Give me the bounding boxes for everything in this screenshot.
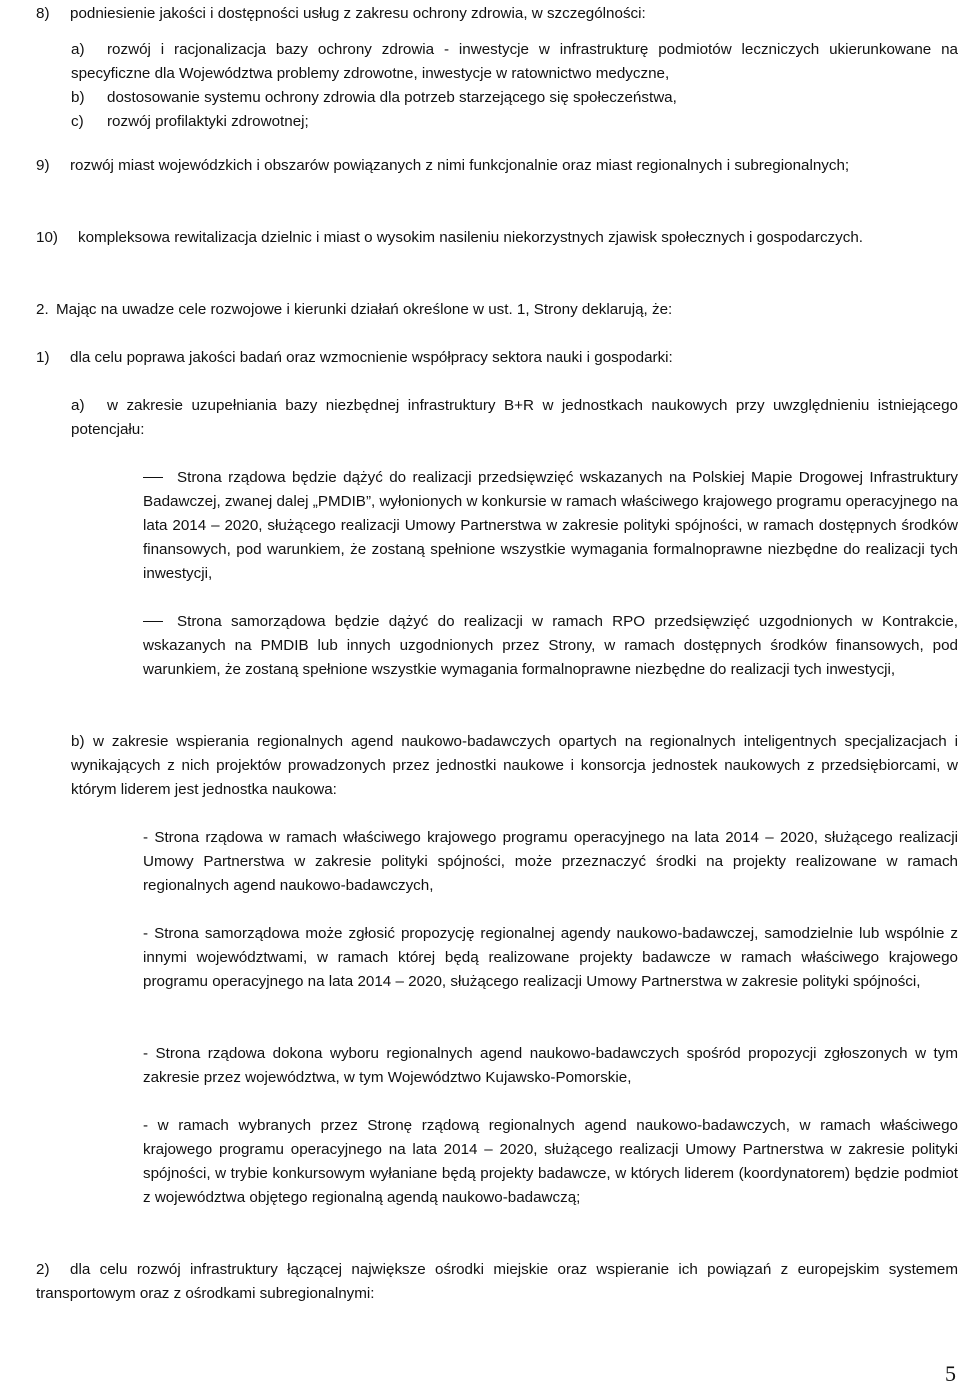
item-1b-text: w zakresie wspierania regionalnych agend naukowo-badawczych opartych na regionalnych inteligentnych specjalizacjach i wynikających z nich projektów prowadzonych przez jednostki naukowe i konsorcja jednostek naukowych z przedsiębiorcami, w którym liderem jest jednostka naukowa: (71, 733, 958, 798)
section-10-text: kompleksowa rewitalizacja dzielnic i miast o wysokim nasileniu niekorzystnych zjawisk społecznych i gospodarczych. (78, 229, 863, 246)
section-8-label: 8) (36, 5, 50, 22)
item-1a-text: w zakresie uzupełniania bazy niezbędnej infrastruktury B+R w jednostkach naukowych przy uwzględnieniu istniejącego potencjału: (71, 397, 958, 438)
point-2-label: 2. (36, 301, 49, 318)
item-2-label: 2) (36, 1261, 50, 1278)
item-1b (71, 730, 958, 802)
item-1a (71, 394, 958, 442)
point-2-text: Mając na uwadze cele rozwojowe i kierunki działań określone w ust. 1, Strony deklarują, że: (56, 301, 673, 318)
section-9-text: rozwój miast wojewódzkich i obszarów powiązanych z nimi funkcjonalnie oraz miast regionalnych i subregionalnych; (70, 157, 850, 174)
section-8-item-c-text: rozwój profilaktyki zdrowotnej; (107, 113, 309, 130)
item-2 (36, 1258, 958, 1306)
item-1b-bullet-4: - w ramach wybranych przez Stronę rządową regionalnych agend naukowo-badawczych, w ramach właściwego krajowego programu operacyjnego na lata 2014 – 2020, służącego realizacji Umowy Partnerstwa w zakresie polityki spójności, w trybie konkursowym wyłaniane będą projekty badawcze, w których liderem (koordynatorem) będzie podmiot z województwa objętego regionalną agendą naukowo-badawczą; (143, 1117, 958, 1206)
section-8-item-a (71, 38, 958, 86)
section-8-text: podniesienie jakości i dostępności usług z zakresu ochrony zdrowia, w szczególności: (70, 5, 646, 22)
item-1a-bullet-2-text: Strona samorządowa będzie dążyć do realizacji w ramach RPO przedsięwzięć uzgodnionych w Kontrakcie, wskazanych na PMDIB lub innych uzgodnionych przez Strony, w ramach dostępnych środków finansowych, pod warunkiem, że zostaną spełnione wszystkie wymagania formalnoprawne niezbędne do realizacji tych inwestycji, (143, 613, 958, 678)
point-2 (36, 298, 672, 322)
section-8-item-b-text: dostosowanie systemu ochrony zdrowia dla potrzeb starzejącego się społeczeństwa, (107, 89, 677, 106)
item-1-text: dla celu poprawa jakości badań oraz wzmocnienie współpracy sektora nauki i gospodarki: (70, 349, 673, 366)
item-1a-label: a) (71, 397, 85, 414)
section-10 (36, 226, 958, 250)
item-1 (36, 346, 673, 370)
item-1b-label: b) (71, 733, 85, 750)
item-2-text: dla celu rozwój infrastruktury łączącej największe ośrodki miejskie oraz wspieranie ich powiązań z europejskim systemem transportowym oraz z ośrodkami subregionalnymi: (36, 1261, 958, 1302)
section-10-label: 10) (36, 229, 58, 246)
item-1a-bullet-1-text: Strona rządowa będzie dążyć do realizacji przedsięwzięć wskazanych na Polskiej Mapie Drogowej Infrastruktury Badawczej, zwanej dalej „PMDIB”, wyłonionych w konkursie w ramach właściwego krajowego programu operacyjnego na lata 2014 – 2020, służącego realizacji Umowy Partnerstwa w zakresie polityki spójności, w ramach dostępnych środków finansowych, pod warunkiem, że zostaną spełnione wszystkie wymagania formalnoprawne niezbędne do realizacji tych inwestycji, (143, 469, 958, 582)
section-8-item-b-label: b) (71, 89, 85, 106)
section-8-item-c (71, 110, 309, 134)
section-9 (36, 154, 958, 178)
section-8-item-b (71, 86, 677, 110)
item-1a-bullet-2 (143, 610, 958, 682)
section-9-label: 9) (36, 157, 50, 174)
item-1b-bullet-3: - Strona rządowa dokona wyboru regionalnych agend naukowo-badawczych spośród propozycji zgłoszonych w tym zakresie przez województwa, w tym Województwo Kujawsko-Pomorskie, (143, 1045, 958, 1086)
section-8-heading (36, 2, 646, 26)
item-1b-bullet-1: - Strona rządowa w ramach właściwego krajowego programu operacyjnego na lata 2014 – 2020, służącego realizacji Umowy Partnerstwa w zakresie polityki spójności, może przeznaczyć środki na projekty realizowane w ramach regionalnych agend naukowo-badawczych, (143, 829, 958, 894)
section-8-item-a-text: rozwój i racjonalizacja bazy ochrony zdrowia - inwestycje w infrastrukturę podmiotów leczniczych ukierunkowane na specyficzne dla Województwa problemy zdrowotne, inwestycje w ratownictwo medyczne, (71, 41, 958, 82)
section-8-item-c-label: c) (71, 113, 84, 130)
section-8-item-a-label: a) (71, 41, 85, 58)
item-1a-bullet-1 (143, 466, 958, 586)
item-1-label: 1) (36, 349, 50, 366)
page-number: 5 (945, 1361, 956, 1386)
item-1b-bullet-2: - Strona samorządowa może zgłosić propozycję regionalnej agendy naukowo-badawczej, samodzielnie lub wspólnie z innymi województwami, w ramach której będą realizowane projekty badawcze w ramach właściwego krajowego programu operacyjnego na lata 2014 – 2020, służącego realizacji Umowy Partnerstwa w zakresie polityki spójności, (143, 925, 958, 990)
